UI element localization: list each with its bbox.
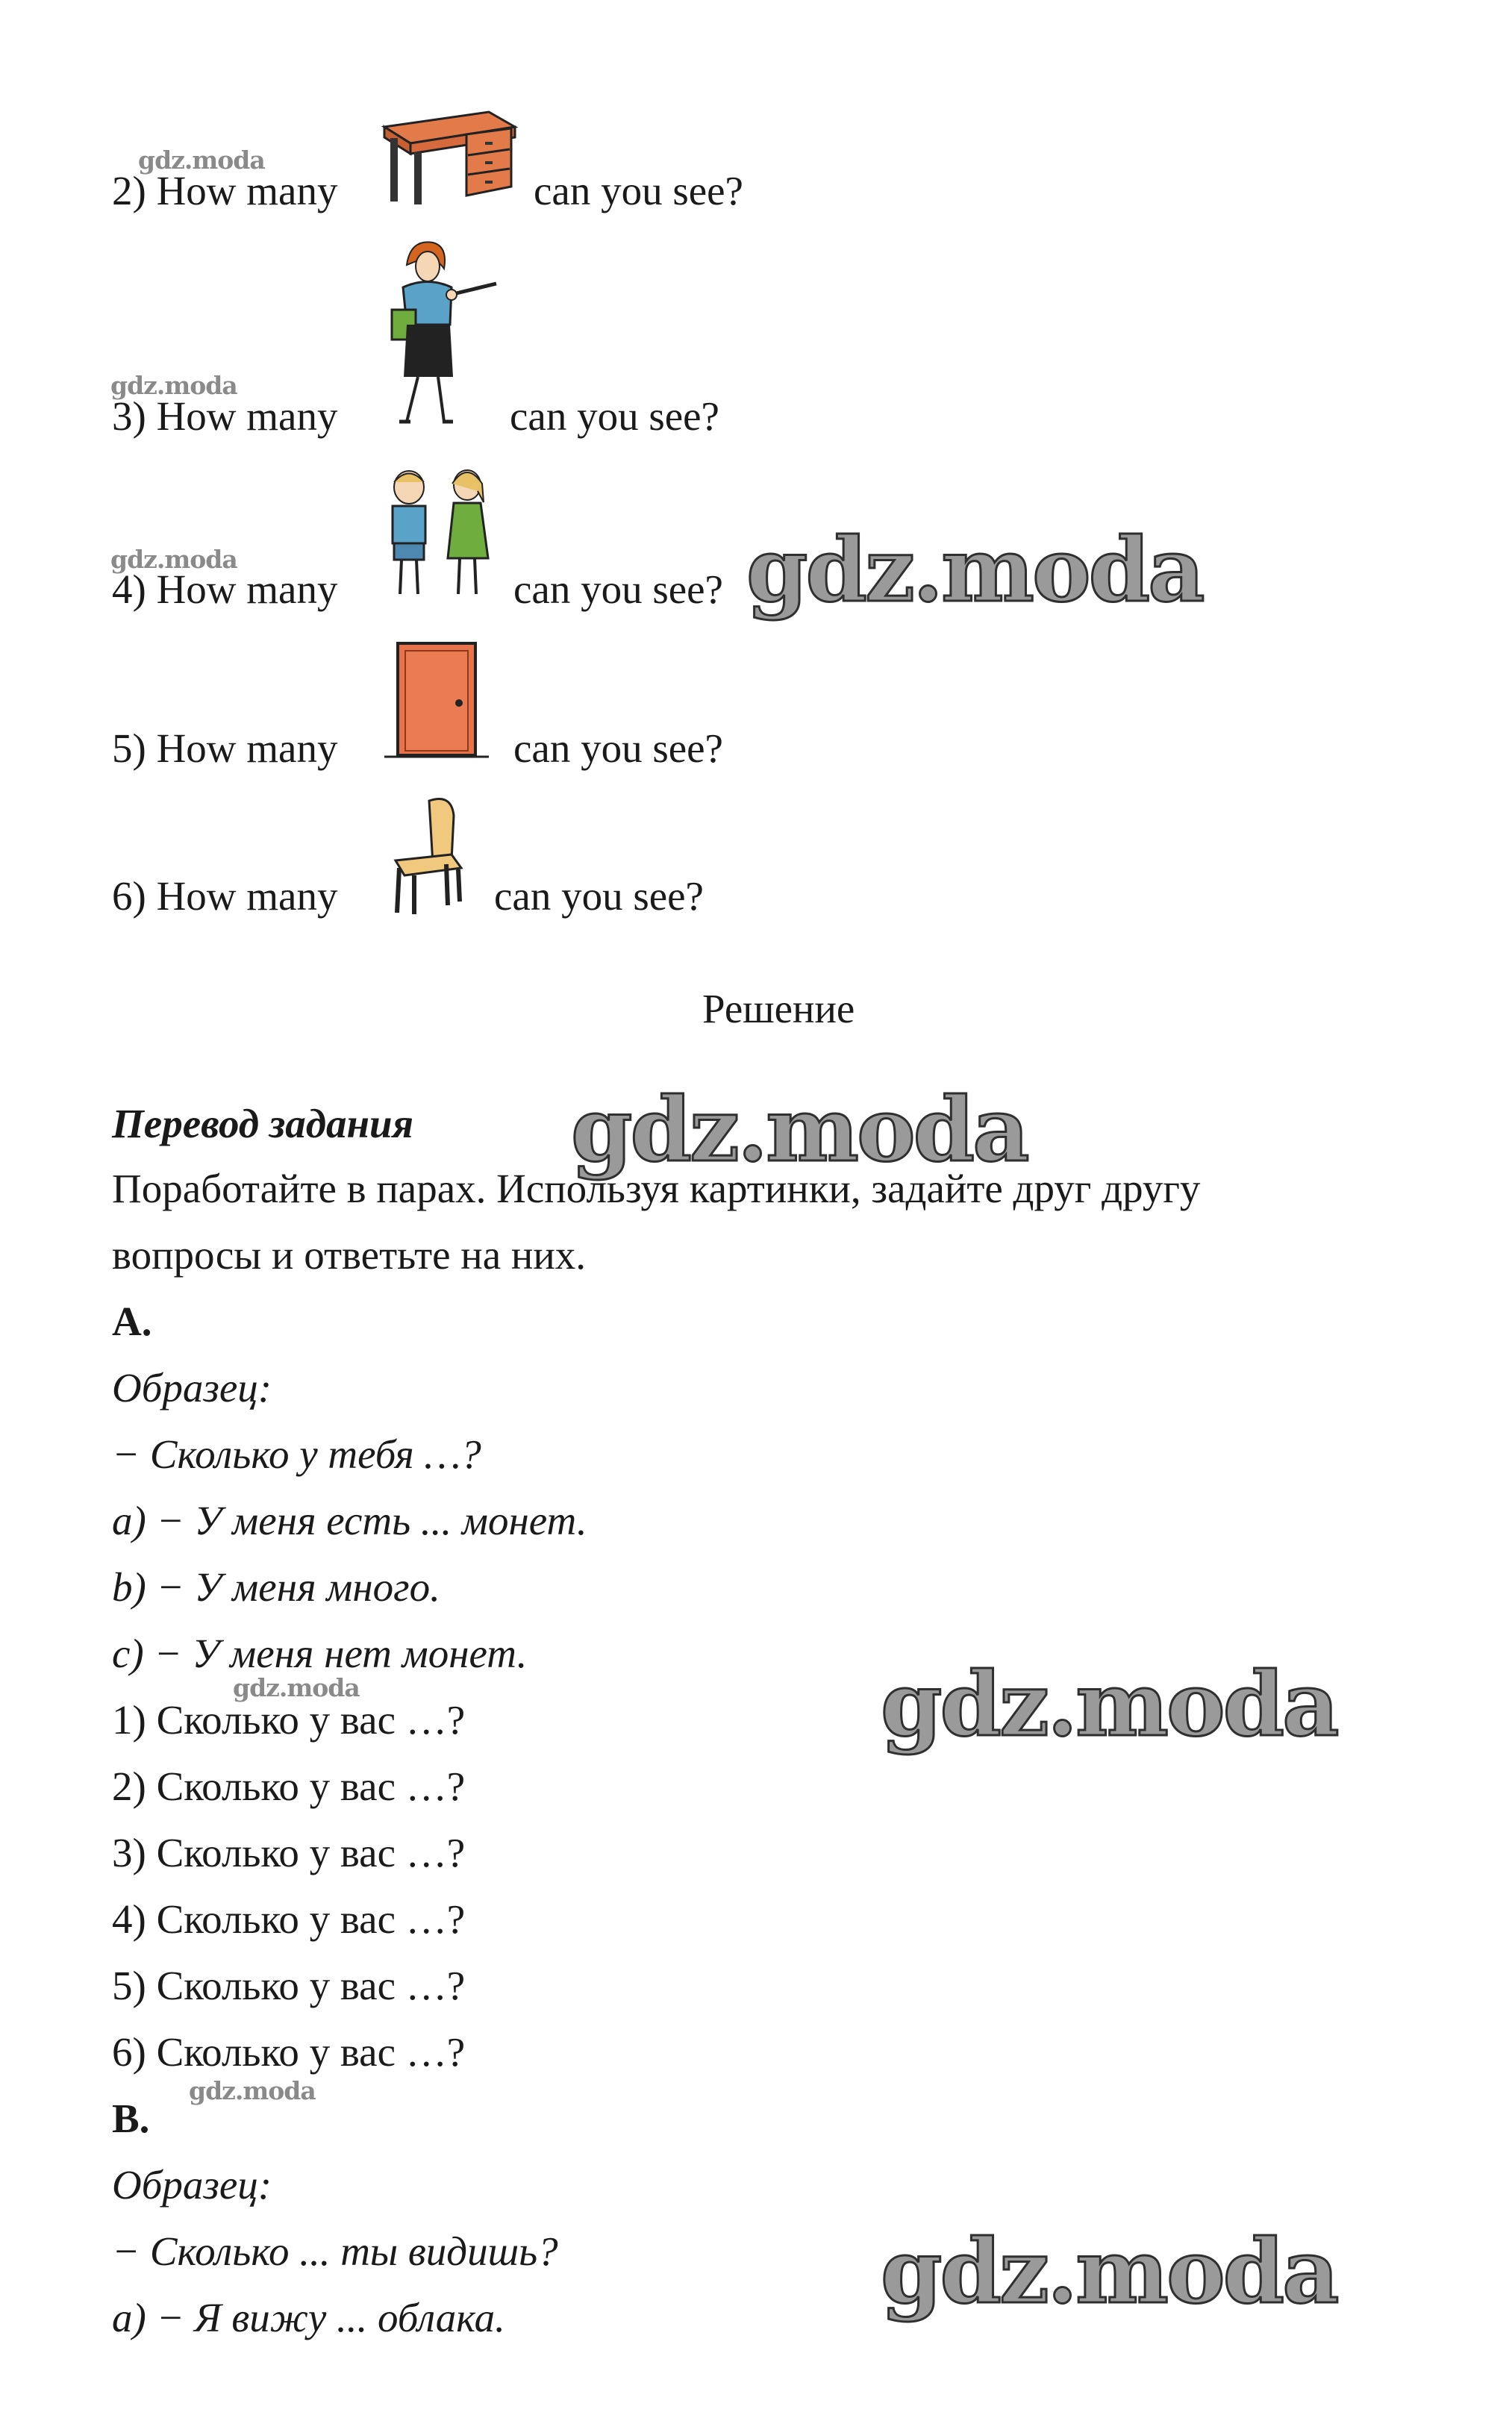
section-a-question: 2) Сколько у вас …? xyxy=(112,1763,466,1809)
question-3-suffix: can you see? xyxy=(510,393,719,439)
section-a-question: 4) Сколько у вас …? xyxy=(112,1896,466,1942)
translation-intro-line-1: Поработайте в парах. Используя картинки, задайте друг другу xyxy=(112,1166,1201,1211)
chair-icon xyxy=(388,793,470,920)
section-a-example-line: b) − У меня много. xyxy=(112,1564,440,1610)
section-b-example-line: a) − Я вижу ... облака. xyxy=(112,2295,505,2340)
section-a-question: 3) Сколько у вас …? xyxy=(112,1830,466,1875)
question-4-label: 4) How many xyxy=(112,566,338,612)
section-a-example-label: Образец: xyxy=(112,1365,272,1410)
section-b-label: B. xyxy=(112,2096,150,2141)
section-a-question: 5) Сколько у вас …? xyxy=(112,1963,466,2008)
watermark-large: gdz.moda xyxy=(571,1078,1028,1181)
door-icon xyxy=(384,640,489,760)
section-a-example-line: − Сколько у тебя …? xyxy=(112,1431,481,1477)
watermark-small: gdz.moda xyxy=(110,371,237,400)
question-2-suffix: can you see? xyxy=(534,168,743,213)
watermark-small: gdz.moda xyxy=(110,545,237,574)
section-b-example-line: − Сколько ... ты видишь? xyxy=(112,2228,558,2274)
teacher-icon xyxy=(377,235,504,429)
watermark-small: gdz.moda xyxy=(233,1673,360,1702)
question-5-suffix: can you see? xyxy=(513,725,723,771)
watermark-large: gdz.moda xyxy=(881,2219,1337,2323)
question-6-label: 6) How many xyxy=(112,873,338,919)
translation-intro-line-2: вопросы и ответьте на них. xyxy=(112,1232,586,1278)
question-3-label: 3) How many xyxy=(112,393,338,439)
translation-heading: Перевод задания xyxy=(112,1101,413,1146)
watermark-large: gdz.moda xyxy=(746,518,1203,622)
section-a-example-line: c) − У меня нет монет. xyxy=(112,1631,528,1676)
section-a-question: 1) Сколько у вас …? xyxy=(112,1697,466,1743)
section-a-label: A. xyxy=(112,1299,152,1344)
solution-heading: Решение xyxy=(702,986,855,1031)
desk-icon xyxy=(377,97,519,209)
watermark-small: gdz.moda xyxy=(189,2076,316,2105)
children-icon xyxy=(379,461,499,603)
section-b-example-label: Образец: xyxy=(112,2162,272,2208)
watermark-small: gdz.moda xyxy=(138,146,265,175)
question-5-label: 5) How many xyxy=(112,725,338,771)
question-4-suffix: can you see? xyxy=(513,566,723,612)
section-a-example-line: a) − У меня есть ... монет. xyxy=(112,1498,587,1543)
watermark-large: gdz.moda xyxy=(881,1652,1337,1756)
section-a-question: 6) Сколько у вас …? xyxy=(112,2029,466,2075)
question-6-suffix: can you see? xyxy=(494,873,704,919)
question-2-label: 2) How many xyxy=(112,168,338,213)
